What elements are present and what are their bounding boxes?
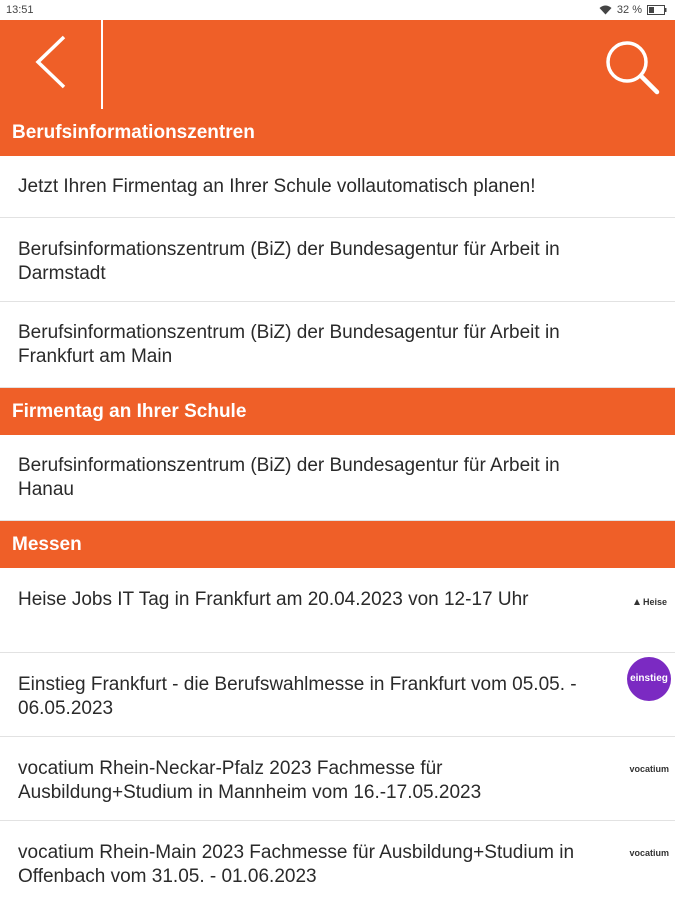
list-item-label: Heise Jobs IT Tag in Frankfurt am 20.04.2023 von 12-17 Uhr xyxy=(18,589,529,610)
list-item-label: Berufsinformationszentrum (BiZ) der Bundesagentur für Arbeit in Frankfurt am Main xyxy=(18,322,560,367)
list-item[interactable] xyxy=(0,737,675,821)
list-item-label: Jetzt Ihren Firmentag an Ihrer Schule vollautomatisch planen! xyxy=(18,176,536,197)
vocatium-logo: vocatium xyxy=(629,764,669,774)
list-item[interactable] xyxy=(0,821,675,900)
list-item[interactable] xyxy=(0,302,675,388)
list-item[interactable] xyxy=(0,653,675,737)
list-item-label: Berufsinformationszentrum (BiZ) der Bundesagentur für Arbeit in Hanau xyxy=(18,455,560,500)
chevron-left-icon xyxy=(34,35,68,94)
einstieg-logo xyxy=(627,657,671,701)
list-item-label: Berufsinformationszentrum (BiZ) der Bundesagentur für Arbeit in Darmstadt xyxy=(18,239,560,284)
section-title: Berufsinformationszentren xyxy=(12,121,255,143)
battery-percent: 32 % xyxy=(616,4,642,16)
search-button[interactable] xyxy=(603,38,661,96)
app-bar xyxy=(0,20,675,109)
heise-logo-text: Heise xyxy=(642,597,667,607)
section-header-messen xyxy=(0,521,675,568)
back-button[interactable] xyxy=(0,20,103,109)
wifi-icon xyxy=(599,5,612,15)
list-item-label: vocatium Rhein-Main 2023 Fachmesse für Ausbildung+Studium in Offenbach vom 31.05. - 01.06.2023 xyxy=(18,842,575,887)
list-item[interactable] xyxy=(0,568,675,653)
status-indicators xyxy=(599,4,667,16)
section-title: Firmentag an Ihrer Schule xyxy=(12,400,247,422)
battery-icon xyxy=(647,5,667,15)
status-time: 13:51 xyxy=(6,4,34,16)
status-bar xyxy=(0,0,675,20)
section-header-berufsinformationszentren xyxy=(0,109,675,156)
heise-logo xyxy=(633,590,667,614)
section-header-firmentag xyxy=(0,388,675,435)
list-item[interactable] xyxy=(0,435,675,521)
list-item[interactable] xyxy=(0,218,675,302)
vocatium-logo: vocatium xyxy=(629,848,669,858)
section-title: Messen xyxy=(12,533,82,555)
einstieg-logo-text: einstieg xyxy=(630,673,668,684)
list-item[interactable] xyxy=(0,156,675,218)
list-item-label: vocatium Rhein-Neckar-Pfalz 2023 Fachmesse für Ausbildung+Studium in Mannheim vom 16.-17.05.2023 xyxy=(18,758,482,803)
search-icon xyxy=(603,83,661,100)
list-item-label: Einstieg Frankfurt - die Berufswahlmesse in Frankfurt vom 05.05. - 06.05.2023 xyxy=(18,674,577,719)
